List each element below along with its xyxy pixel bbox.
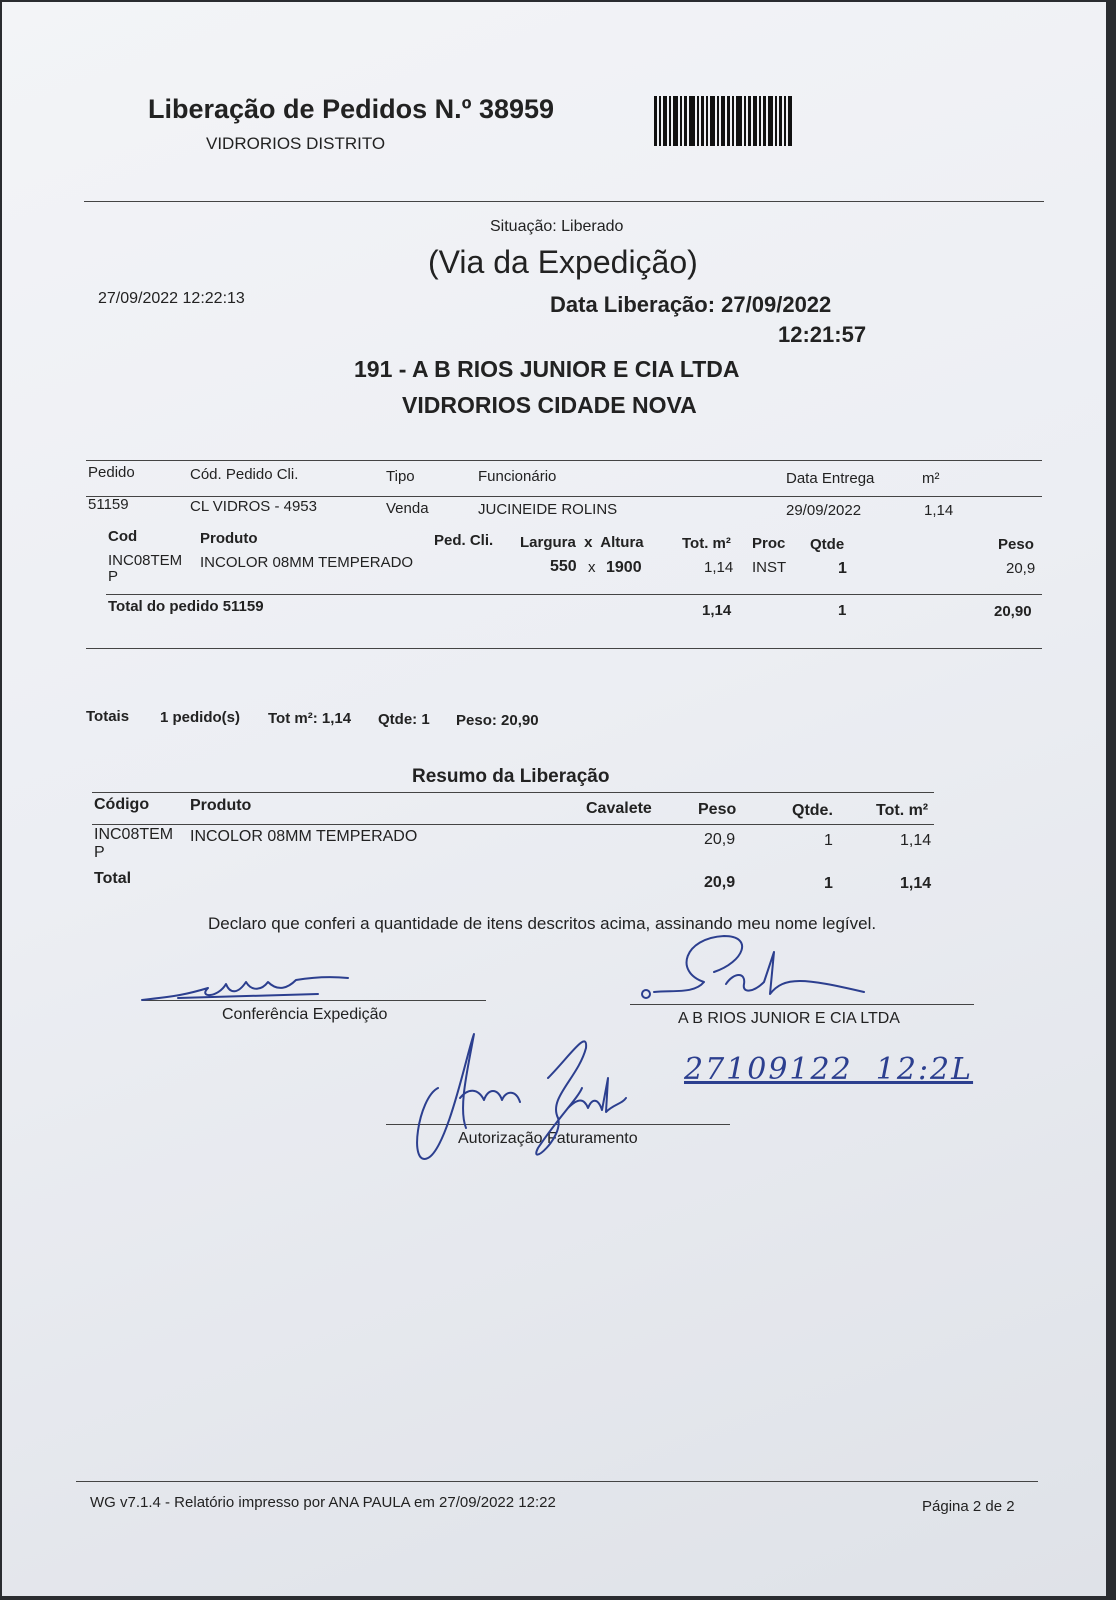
summary-total-label: Total [94, 870, 132, 887]
col-funcionario: Funcionário [478, 468, 557, 485]
handwritten-date: 27109122 12:2L [684, 1052, 974, 1087]
col-peso: Peso [998, 536, 1034, 553]
divider [92, 824, 934, 825]
order-funcionario: JUCINEIDE ROLINS [478, 501, 618, 518]
signature-label-cliente: A B RIOS JUNIOR E CIA LTDA [678, 1010, 900, 1027]
totals-peso: Peso: 20,90 [456, 712, 539, 729]
order-total-label: Total do pedido 51159 [108, 598, 264, 615]
issuer-company: VIDRORIOS DISTRITO [206, 134, 386, 153]
barcode [654, 96, 824, 146]
divider [84, 201, 1044, 202]
order-pedido: 51159 [88, 496, 129, 513]
col-ped-cli: Ped. Cli. [434, 532, 494, 549]
summary-produto: INCOLOR 08MM TEMPERADO [190, 828, 418, 845]
col-m2: m² [922, 470, 940, 487]
col-qtde: Qtde [810, 536, 845, 553]
summary-col-codigo: Código [94, 796, 150, 813]
divider [106, 594, 1042, 595]
handwritten-signature-autorizacao [408, 1028, 648, 1168]
divider [86, 460, 1042, 461]
item-tot-m2: 1,14 [704, 559, 734, 576]
col-tipo: Tipo [386, 468, 415, 485]
item-largura: 550 [550, 558, 577, 575]
footer-divider [76, 1481, 1038, 1482]
footer-print-info: WG v7.1.4 - Relatório impresso por ANA PAULA em 27/09/2022 12:22 [90, 1494, 556, 1511]
release-date: Data Liberação: 27/09/2022 [550, 292, 832, 317]
item-times: x [588, 559, 596, 576]
handwritten-signature-expedicao [138, 968, 358, 1008]
order-total-m2: 1,14 [702, 602, 732, 619]
page-number: Página 2 de 2 [922, 1498, 1015, 1515]
col-pedido: Pedido [88, 464, 135, 481]
col-cod: Cod [108, 528, 138, 545]
handwritten-signature-cliente [634, 932, 874, 1002]
document-page [2, 2, 1106, 1596]
summary-cod: INC08TEM [94, 826, 174, 843]
signature-label-expedicao: Conferência Expedição [222, 1006, 388, 1023]
totals-label: Totais [86, 708, 130, 725]
summary-peso: 20,9 [704, 831, 736, 848]
release-time: 12:21:57 [778, 322, 867, 347]
summary-qtde: 1 [824, 832, 833, 849]
item-peso: 20,9 [1006, 560, 1036, 577]
order-m2: 1,14 [924, 502, 954, 519]
col-cod-pedido-cli: Cód. Pedido Cli. [190, 466, 299, 483]
summary-col-peso: Peso [698, 801, 737, 818]
summary-tot-m2: 1,14 [900, 832, 932, 849]
col-data-entrega: Data Entrega [786, 470, 875, 487]
status-text: Situação: Liberado [490, 218, 624, 235]
divider [92, 792, 934, 793]
divider [86, 648, 1042, 649]
col-tot-m2: Tot. m² [682, 535, 731, 552]
item-altura: 1900 [606, 559, 642, 576]
item-cod-cont: P [108, 568, 119, 585]
col-proc: Proc [752, 535, 786, 552]
order-total-qtde: 1 [838, 602, 847, 619]
totals-pedidos: 1 pedido(s) [160, 709, 241, 726]
client-store: VIDRORIOS CIDADE NOVA [402, 392, 697, 418]
order-data-entrega: 29/09/2022 [786, 502, 862, 519]
totals-qtde: Qtde: 1 [378, 711, 430, 728]
col-largura-altura: Largura x Altura [520, 534, 644, 551]
summary-col-qtde: Qtde. [792, 802, 833, 819]
summary-cod-cont: P [94, 844, 105, 861]
signature-line-cliente [630, 1004, 974, 1005]
item-produto: INCOLOR 08MM TEMPERADO [200, 554, 414, 571]
order-cod-pedido-cli: CL VIDROS - 4953 [190, 498, 317, 515]
item-proc: INST [752, 559, 787, 576]
order-total-peso: 20,90 [994, 603, 1032, 620]
declaration-text: Declaro que conferi a quantidade de itens descritos acima, assinando meu nome legível. [208, 914, 877, 933]
document-title: Liberação de Pedidos N.º 38959 [148, 94, 555, 124]
summary-col-cavalete: Cavalete [586, 800, 652, 817]
summary-total-peso: 20,9 [704, 874, 736, 891]
summary-title: Resumo da Liberação [412, 766, 610, 787]
totals-m2: Tot m²: 1,14 [268, 710, 352, 727]
summary-total-tot-m2: 1,14 [900, 875, 932, 892]
summary-col-produto: Produto [190, 797, 252, 814]
col-produto: Produto [200, 530, 258, 547]
order-tipo: Venda [386, 500, 429, 517]
divider [86, 496, 1042, 497]
client-name: 191 - A B RIOS JUNIOR E CIA LTDA [354, 356, 740, 382]
copy-type: (Via da Expedição) [428, 244, 698, 280]
print-datetime: 27/09/2022 12:22:13 [98, 290, 245, 307]
item-qtde: 1 [838, 560, 847, 577]
summary-col-tot-m2: Tot. m² [876, 802, 929, 819]
summary-total-qtde: 1 [824, 875, 833, 892]
signature-label-autorizacao: Autorização Faturamento [458, 1130, 638, 1147]
item-cod: INC08TEM [108, 552, 183, 569]
